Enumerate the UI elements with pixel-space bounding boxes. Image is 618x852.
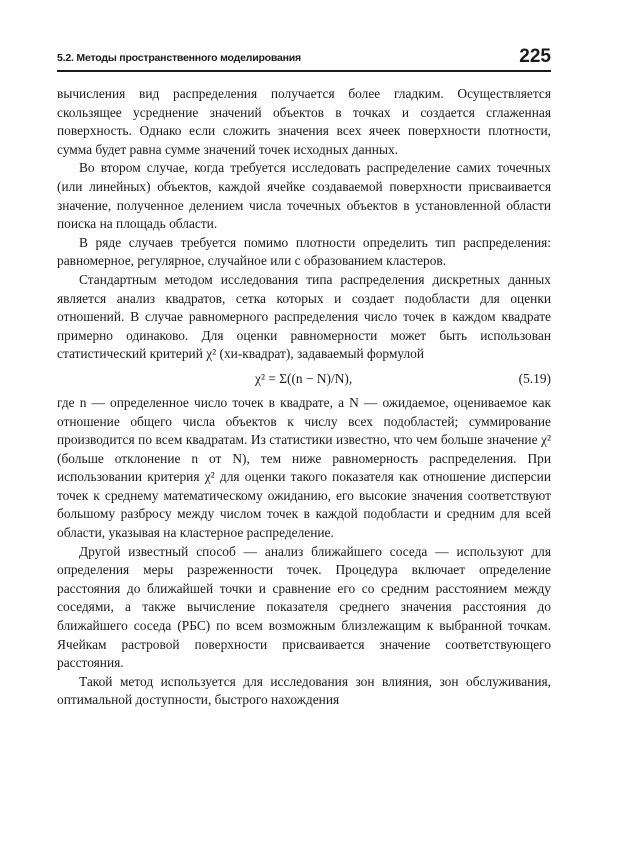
page-header (57, 44, 551, 72)
formula-expression: χ² = Σ((n − N)/N), (255, 370, 353, 386)
paragraph-5: где n — определенное число точек в квадрате, а N — ожидаемое, оцениваемое как отношение общего числа объектов к числу всех подобластей; суммирование производится по всем квадратам. Из статистики известно, что чем больше значение χ² (больше отклонение n от N), тем ниже равномерность распределения. При использовании критерия χ² для оценки такого показателя как отношение дисперсии точек к среднему математическому ожиданию, его высокие значения соответствуют большому разбросу между числом точек в каждой подобласти и средним для всей области, указывая на кластерное распределение. (57, 394, 551, 541)
paragraph-3: В ряде случаев требуется помимо плотности определить тип распределения: равномерное, регулярное, случайное или с образованием кластеров. (57, 234, 551, 269)
header-rule (57, 70, 551, 72)
book-page (57, 44, 551, 710)
paragraph-2: Во втором случае, когда требуется исследовать распределение самих точечных (или линейных) объектов, каждой ячейке создаваемой поверхности присваивается значение, полученное делением числа точечных объектов в установленной области поиска на площадь области. (57, 160, 551, 232)
formula-5-19 (57, 364, 551, 394)
paragraph-7: Такой метод используется для исследования зон влияния, зон обслуживания, оптимальной доступности, быстрого нахождения (57, 673, 551, 708)
page-number: 225 (519, 46, 551, 67)
running-head: 5.2. Методы пространственного моделирования (57, 52, 301, 64)
paragraph-1: вычисления вид распределения получается более гладким. Осуществляется скользящее усреднение значений объектов в точках и создается сглаженная поверхность. Однако если сложить значения всех ячеек поверхности плотности, сумма будет равна сумме значений точек исходных данных. (57, 86, 551, 157)
paragraph-6: Другой известный способ — анализ ближайшего соседа — используют для определения меры разреженности точек. Процедура включает определение расстояния до ближайшей точки и сравнение его со средним расстоянием между соседями, а также вычисление показателя среднего значения расстояния до ближайшего соседа (РБС) по всем возможным близлежащим к выбранной точкам. Ячейкам растровой поверхности присваивается значение соответствующего расстояния. (57, 543, 551, 671)
paragraph-4: Стандартным методом исследования типа распределения дискретных данных является анализ квадратов, сетка которых и создает подобласти для оценки отношений. В случае равномерного распределения число точек в каждом квадрате примерно одинаково. Для оценки равномерности может быть использован статистический критерий χ² (хи-квадрат), задаваемый формулой (57, 271, 551, 362)
body-text (57, 85, 551, 710)
formula-number: (5.19) (518, 370, 551, 386)
